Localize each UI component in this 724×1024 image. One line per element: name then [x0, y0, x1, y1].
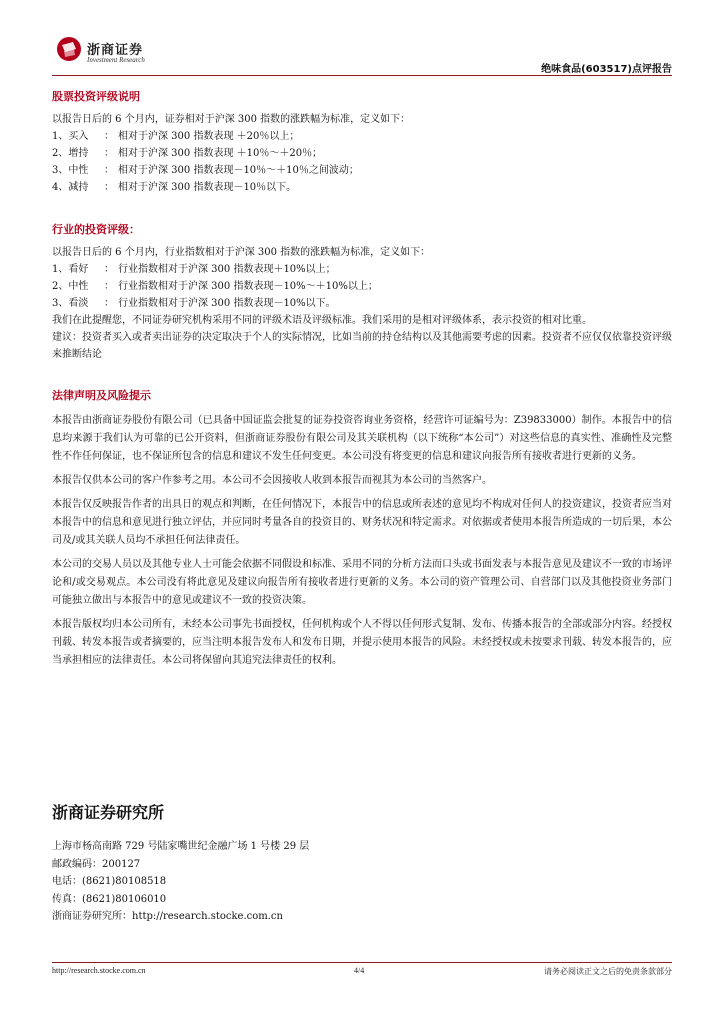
footer-url: http://research.stocke.com.cn: [52, 966, 146, 975]
rating-colon: ：: [104, 281, 114, 292]
rating-name: 3、中性: [52, 165, 89, 176]
industry-rating-title: 行业的投资评级：: [52, 223, 140, 236]
stock-rating-item: [52, 145, 672, 162]
page-number: 4/4: [354, 966, 365, 975]
rating-colon: ：: [104, 182, 114, 193]
fax: 传真：(8621)80106010: [52, 893, 167, 905]
rating-colon: ：: [104, 165, 114, 176]
legal-paragraph: 本公司的交易人员以及其他专业人士可能会依据不同假设和标准、采用不同的分析方法而口头或书面发表与本报告意见及建议不一致的市场评论和/或交易观点。本公司没有将此意见及建议向报告所有接收者进行更新的义务。本公司的资产管理公司、自营部门以及其他投资业务部门可能独立做出与本报告中的意见或建议不一致的投资决策。: [52, 559, 672, 606]
institute-contact: [52, 838, 309, 926]
stock-rating-title: 股票投资评级说明: [52, 90, 140, 103]
report-title: 绝味食品(603517)点评报告: [541, 64, 672, 75]
rating-advice: 建议：投资者买入或者卖出证券的决定取决于个人的实际情况，比如当前的持仓结构以及其他需要考虑的因素。投资者不应仅仅依靠投资评级来推断结论: [52, 332, 672, 360]
rating-name: 2、中性: [52, 281, 89, 292]
rating-desc: 行业指数相对于沪深 300 指数表现＋10%以上；: [118, 264, 336, 275]
footer-disclaimer: 请务必阅读正文之后的免责条款部分: [544, 967, 672, 976]
rating-desc: 相对于沪深 300 指数表现－10％以下。: [118, 182, 297, 193]
rating-note: 我们在此提醒您，不同证券研究机构采用不同的评级术语及评级标准。我们采用的是相对评级体系，表示投资的相对比重。: [52, 315, 592, 326]
website: 浙商证券研究所：http://research.stocke.com.cn: [52, 911, 283, 922]
rating-desc: 行业指数相对于沪深 300 指数表现－10%～＋10%以上；: [118, 281, 378, 292]
logo-icon: [56, 36, 82, 62]
rating-name: 1、买入: [52, 131, 89, 142]
rating-desc: 相对于沪深 300 指数表现 ＋20％以上；: [118, 131, 300, 142]
rating-colon: ：: [104, 298, 114, 309]
rating-name: 1、看好: [52, 264, 89, 275]
rating-name: 2、增持: [52, 148, 89, 159]
main-content: [52, 84, 672, 670]
rating-desc: 相对于沪深 300 指数表现－10％～＋10％之间波动；: [118, 165, 359, 176]
institute-name: 浙商证券研究所: [52, 803, 165, 822]
logo-text-cn: 浙商证券: [87, 43, 144, 58]
address: 上海市杨高南路 729 号陆家嘴世纪金融广场 1 号楼 29 层: [52, 841, 310, 852]
industry-rating-item: [52, 261, 672, 278]
legal-paragraph: 本报告仅供本公司的客户作参考之用。本公司不会因接收人收到本报告而视其为本公司的当然客户。: [52, 475, 492, 486]
footer-divider: [52, 962, 672, 963]
stock-rating-item: [52, 179, 672, 196]
rating-desc: 相对于沪深 300 指数表现 ＋10％～＋20％；: [118, 148, 323, 159]
rating-name: 4、减持: [52, 182, 89, 193]
rating-colon: ：: [104, 148, 114, 159]
stock-rating-item: [52, 128, 672, 145]
industry-rating-item: [52, 278, 672, 295]
legal-paragraph: 本报告由浙商证券股份有限公司（已具备中国证监会批复的证券投资咨询业务资格，经营许可证编号为：Z39833000）制作。本报告中的信息均来源于我们认为可靠的已公开资料，但浙商证券股份有限公司及其关联机构（以下统称“本公司”）对这些信息的真实性、准确性及完整性不作任何保证，也不保证所包含的信息和建议不发生任何变更。本公司没有将变更的信息和建议向报告所有接收者进行更新的义务。: [52, 415, 672, 462]
legal-paragraph: 本报告版权均归本公司所有，未经本公司事先书面授权，任何机构或个人不得以任何形式复制、发布、传播本报告的全部或部分内容。经授权刊载、转发本报告或者摘要的，应当注明本报告发布人和发布日期，并提示使用本报告的风险。未经授权或未按要求刊载、转发本报告的，应当承担相应的法律责任。本公司将保留向其追究法律责任的权利。: [52, 619, 672, 666]
postcode: 邮政编码：200127: [52, 858, 141, 870]
legal-title: 法律声明及风险提示: [52, 389, 151, 402]
rating-name: 3、看淡: [52, 298, 89, 309]
stock-rating-intro: 以报告日后的 6 个月内，证券相对于沪深 300 指数的涨跌幅为标准，定义如下：: [52, 114, 411, 125]
industry-rating-intro: 以报告日后的 6 个月内，行业指数相对于沪深 300 指数的涨跌幅为标准，定义如下：: [52, 247, 431, 258]
phone: 电话：(8621)80108518: [52, 876, 167, 887]
header-divider: [52, 75, 672, 76]
legal-paragraph: 本报告仅反映报告作者的出具日的观点和判断，在任何情况下，本报告中的信息或所表述的意见均不构成对任何人的投资建议，投资者应当对本报告中的信息和意见进行独立评估，并应同时考量各自的投资目的、财务状况和特定需求。对依据或者使用本报告所造成的一切后果，本公司及/或其关联人员均不承担任何法律责任。: [52, 499, 672, 546]
stock-rating-item: [52, 162, 672, 179]
rating-colon: ：: [104, 264, 114, 275]
rating-desc: 行业指数相对于沪深 300 指数表现－10%以下。: [118, 298, 336, 309]
rating-colon: ：: [104, 131, 114, 142]
page-header: [0, 0, 724, 80]
industry-rating-item: [52, 295, 672, 312]
logo-text-en: Investment Research: [87, 56, 145, 64]
